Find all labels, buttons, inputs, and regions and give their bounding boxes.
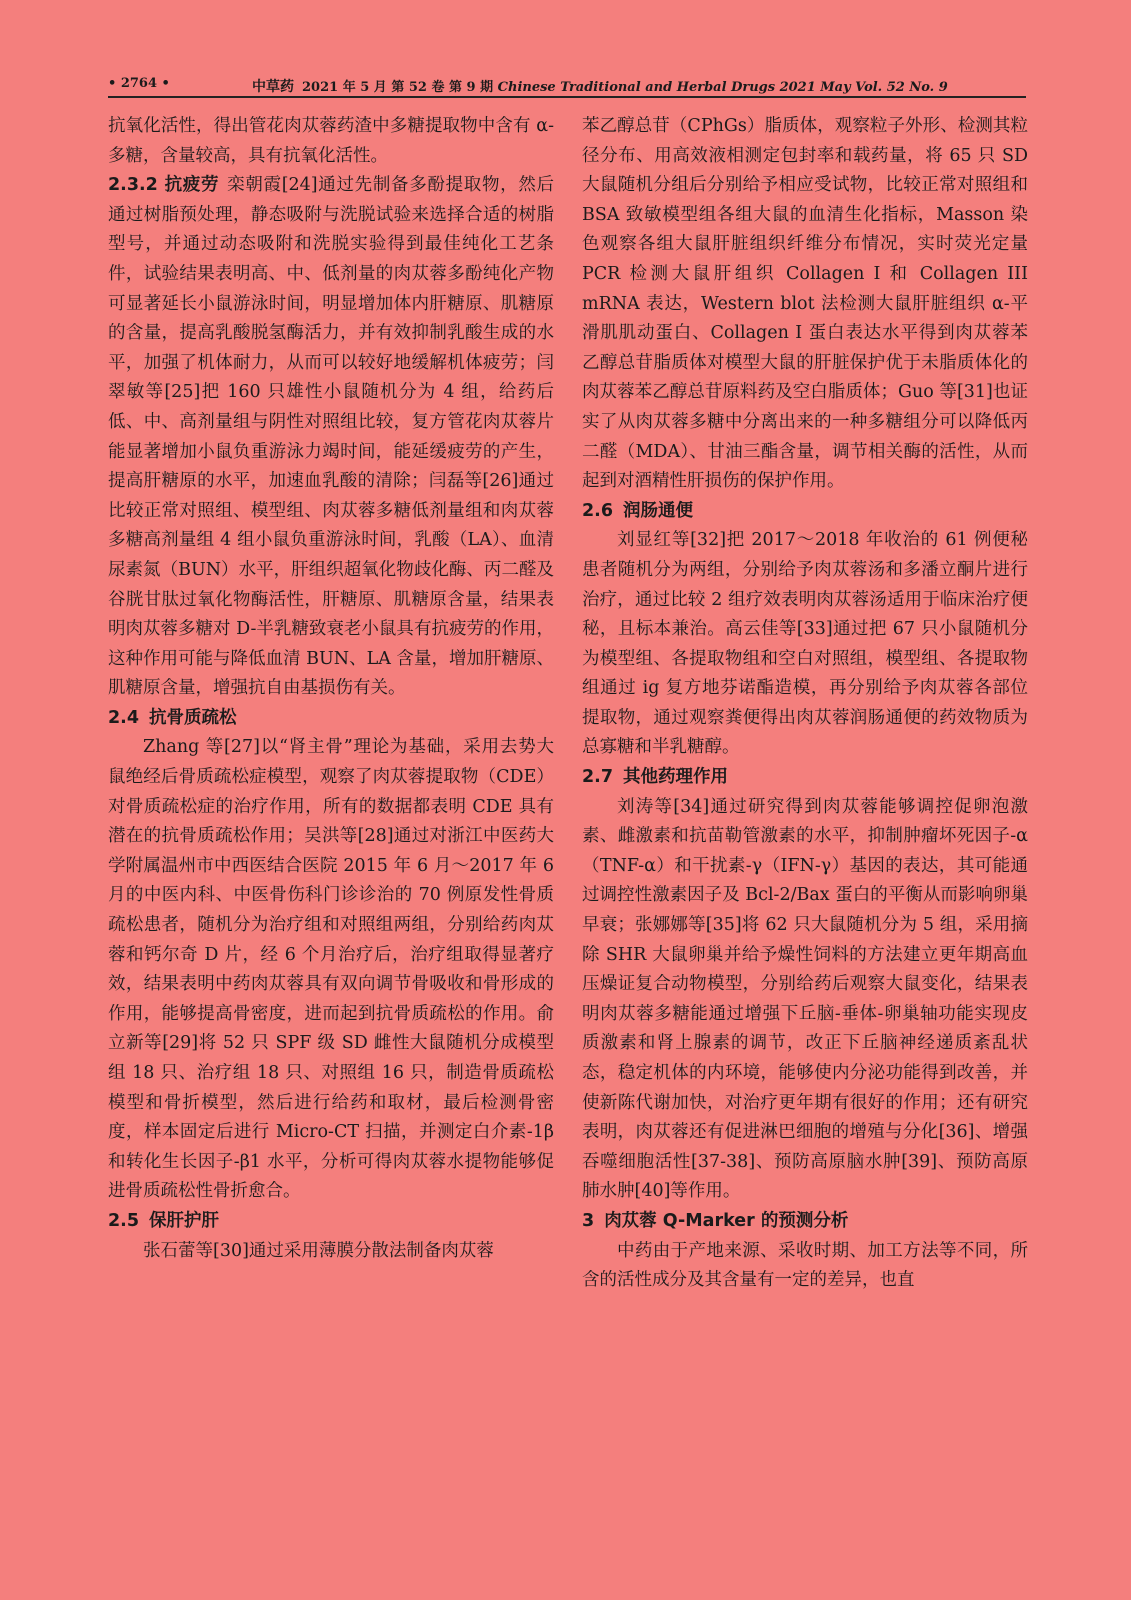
section-heading bbox=[108, 704, 554, 734]
journal-info bbox=[252, 76, 948, 96]
journal-cn-name: 中草药 bbox=[252, 79, 294, 95]
subsection-heading: 2.3.2 抗疲劳 bbox=[108, 175, 220, 196]
paragraph: 刘涛等[34]通过研究得到肉苁蓉能够调控促卵泡激素、雌激素和抗苗勒管激素的水平，抑制肿瘤坏死因子-α（TNF-α）和干扰素-γ（IFN-γ）基因的表达，其可能通过调控性激素因子及 Bcl-2/Bax 蛋白的平衡从而影响卵巢早衰；张娜娜等[35]将 62 只大鼠随机分为 5 组，采用摘除 SHR 大鼠卵巢并给予燥性饲料的方法建立更年期高血压燥证复合动物模型，分别给药后观察大鼠变化，结果表明肉苁蓉多糖能通过增强下丘脑-垂体-卵巢轴功能实现皮质激素和肾上腺素的调节，改正下丘脑神经递质紊乱状态，稳定机体的内环境，能够使内分泌功能得到改善，并使新陈代谢加快，对治疗更年期有很好的作用；还有研究表明，肉苁蓉还有促进淋巴细胞的增殖与分化[36]、增强吞噬细胞活性[37-38]、预防高原脑水肿[39]、预防高原肺水肿[40]等作用。 bbox=[582, 796, 1028, 1202]
page-number: • 2764 • bbox=[108, 76, 170, 91]
section-heading bbox=[582, 763, 1028, 793]
section-heading bbox=[582, 1207, 1028, 1237]
section-title: 保肝护肝 bbox=[149, 1210, 220, 1231]
running-header bbox=[108, 72, 1026, 98]
paragraph: Zhang 等[27]以“肾主骨”理论为基础，采用去势大鼠绝经后骨质疏松症模型，观察了肉苁蓉提取物（CDE）对骨质疏松症的治疗作用，所有的数据都表明 CDE 具有潜在的抗骨质疏松作用；吴洪等[28]通过对浙江中医药大学附属温州市中西医结合医院 2015 年 6 月～2017 年 6 月的中医内科、中医骨伤科门诊诊治的 70 例原发性骨质疏松患者，随机分为治疗组和对照组两组，分别给药肉苁蓉和钙尔奇 D 片，经 6 个月治疗后，治疗组取得显著疗效，结果表明中药肉苁蓉具有双向调节骨吸收和骨形成的作用，能够提高骨密度，进而起到抗骨质疏松的作用。俞立新等[29]将 52 只 SPF 级 SD 雌性大鼠随机分成模型组 18 只、治疗组 18 只、对照组 16 只，制造骨质疏松模型和骨折模型，然后进行给药和取材，最后检测骨密度，样本固定后进行 Micro-CT 扫描，并测定白介素-1β 和转化生长因子-β1 水平，分析可得肉苁蓉水提物能够促进骨质疏松性骨折愈合。 bbox=[108, 737, 554, 1202]
paragraph: 刘显红等[32]把 2017～2018 年收治的 61 例便秘患者随机分为两组，分别给予肉苁蓉汤和多潘立酮片进行治疗，通过比较 2 组疗效表明肉苁蓉汤适用于临床治疗便秘，且标本兼治。高云佳等[33]通过把 67 只小鼠随机分为模型组、各提取物组和空白对照组，模型组、各提取物组通过 ig 复方地芬诺酯造模，再分别给予肉苁蓉各部位提取物，通过观察粪便得出肉苁蓉润肠通便的药效物质为总寡糖和半乳糖醇。 bbox=[582, 530, 1028, 758]
section-title: 肉苁蓉 Q-Marker 的预测分析 bbox=[604, 1210, 849, 1231]
journal-en-name: Chinese Traditional and Herbal Drugs 2021 May Vol. 52 No. 9 bbox=[497, 80, 948, 95]
section-title: 润肠通便 bbox=[623, 500, 694, 521]
section-title: 抗骨质疏松 bbox=[149, 707, 237, 728]
paragraph: 栾朝霞[24]通过先制备多酚提取物，然后通过树脂预处理，静态吸附与洗脱试验来选择合适的树脂型号，并通过动态吸附和洗脱实验得到最佳纯化工艺条件，试验结果表明高、中、低剂量的肉苁蓉多酚纯化产物可显著延长小鼠游泳时间，明显增加体内肝糖原、肌糖原的含量，提高乳酸脱氢酶活力，并有效抑制乳酸生成的水平，加强了机体耐力，从而可以较好地缓解机体疲劳；闫翠敏等[25]把 160 只雄性小鼠随机分为 4 组，给药后低、中、高剂量组与阴性对照组比较，复方管花肉苁蓉片能显著增加小鼠负重游泳力竭时间，能延缓疲劳的产生，提高肝糖原的水平，加速血乳酸的清除；闫磊等[26]通过比较正常对照组、模型组、肉苁蓉多糖低剂量组和肉苁蓉多糖高剂量组 4 组小鼠负重游泳时间，乳酸（LA）、血清尿素氮（BUN）水平，肝组织超氧化物歧化酶、丙二醛及谷胱甘肽过氧化物酶活性，肝糖原、肌糖原含量，结果表明肉苁蓉多糖对 D-半乳糖致衰老小鼠具有抗疲劳的作用，这种作用可能与降低血清 BUN、LA 含量，增加肝糖原、肌糖原含量，增强抗自由基损伤有关。 bbox=[108, 175, 555, 699]
section-number: 2.5 bbox=[108, 1210, 140, 1231]
paragraph: 中药由于产地来源、采收时期、加工方法等不同，所含的活性成分及其含量有一定的差异，也直 bbox=[582, 1240, 1028, 1291]
journal-issue: 2021 年 5 月 第 52 卷 第 9 期 bbox=[302, 80, 494, 95]
section-number: 2.4 bbox=[108, 707, 140, 728]
section-title: 其他药理作用 bbox=[623, 767, 729, 788]
left-column bbox=[108, 112, 554, 1266]
paragraph: 张石蕾等[30]通过采用薄膜分散法制备肉苁蓉 bbox=[143, 1240, 494, 1261]
section-heading bbox=[582, 497, 1028, 527]
paragraph: 苯乙醇总苷（CPhGs）脂质体，观察粒子外形、检测其粒径分布、用高效液相测定包封率和载药量，将 65 只 SD 大鼠随机分组后分别给予相应受试物，比较正常对照组和 BSA 致敏模型组各组大鼠的血清生化指标，Masson 染色观察各组大鼠肝脏组织纤维分布情况，实时荧光定量 PCR 检测大鼠肝组织 Collagen I 和 Collagen III mRNA 表达，Western blot 法检测大鼠肝脏组织 α-平滑肌肌动蛋白、Collagen I 蛋白表达水平得到肉苁蓉苯乙醇总苷脂质体对模型大鼠的肝脏保护优于未脂质体化的肉苁蓉苯乙醇总苷原料药及空白脂质体；Guo 等[31]也证实了从肉苁蓉多糖中分离出来的一种多糖组分可以降低丙二醛（MDA）、甘油三酯含量，调节相关酶的活性，从而起到对酒精性肝损伤的保护作用。 bbox=[582, 116, 1028, 492]
paragraph: 抗氧化活性，得出管花肉苁蓉药渣中多糖提取物中含有 α-多糖，含量较高，具有抗氧化活性。 bbox=[108, 116, 554, 166]
section-number: 2.6 bbox=[582, 500, 614, 521]
section-heading bbox=[108, 1207, 554, 1237]
section-number: 2.7 bbox=[582, 767, 614, 788]
section-2-3-2 bbox=[108, 171, 554, 704]
right-column bbox=[582, 112, 1028, 1296]
section-number: 3 bbox=[582, 1210, 595, 1231]
